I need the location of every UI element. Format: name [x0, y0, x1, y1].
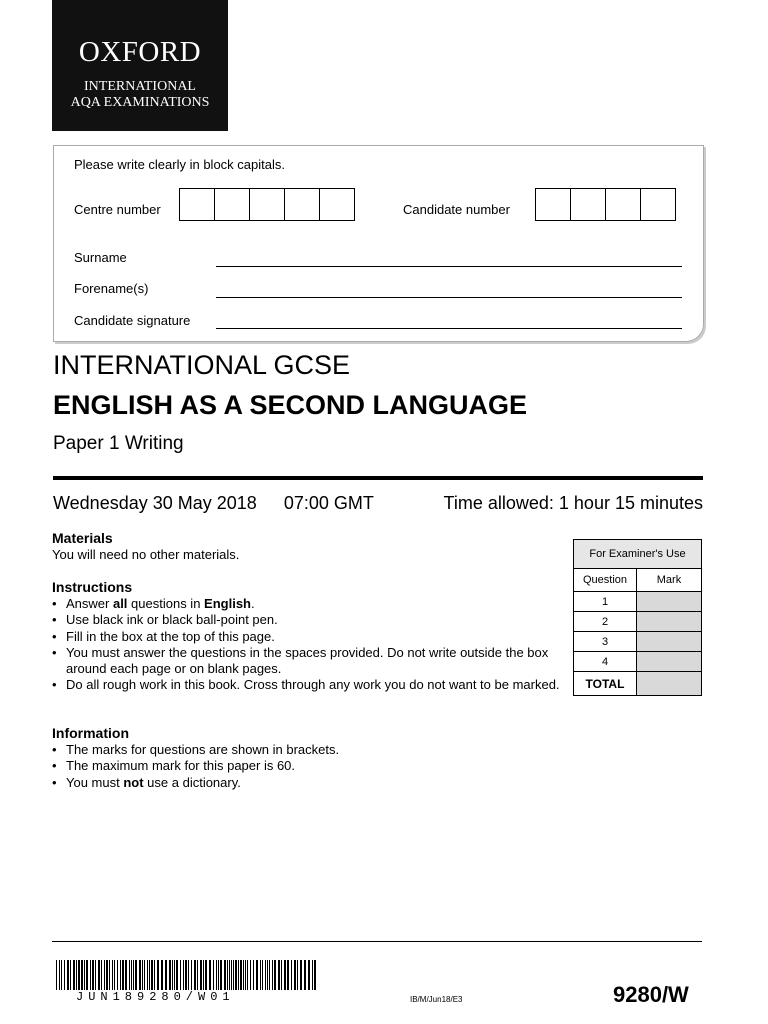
- barcode-bar: [308, 960, 310, 990]
- mark-cell: [637, 612, 702, 632]
- barcode-bar: [139, 960, 141, 990]
- barcode-bar: [144, 960, 145, 990]
- title-rule: [53, 476, 703, 480]
- exam-date-row: [53, 493, 703, 514]
- barcode-bar: [98, 960, 100, 990]
- mark-cell: [637, 652, 702, 672]
- paper-code: 9280/W: [613, 982, 689, 1007]
- instructions-section: [52, 579, 562, 694]
- reference-code: IB/M/Jun18/E3: [410, 995, 463, 1004]
- barcode-bar: [294, 960, 296, 990]
- barcode-bar: [200, 960, 202, 990]
- instruction-item: • Fill in the box at the top of this page.: [52, 629, 562, 645]
- forename-label: Forename(s): [74, 281, 149, 296]
- question-number: 4: [574, 652, 637, 672]
- instruction-item: • Answer all questions in English.: [52, 596, 562, 612]
- candidate-number-digit-box[interactable]: [570, 188, 606, 221]
- barcode-bar: [191, 960, 192, 990]
- candidate-details-box: [53, 145, 704, 342]
- barcode-bar: [262, 960, 263, 990]
- barcode-bar: [180, 960, 181, 990]
- centre-number-digit-box[interactable]: [214, 188, 250, 221]
- signature-label: Candidate signature: [74, 313, 191, 328]
- barcode-bar: [92, 960, 94, 990]
- signature-field[interactable]: [216, 328, 682, 329]
- barcode-bar: [172, 960, 173, 990]
- barcode-bar: [90, 960, 91, 990]
- instruction-item: • You must answer the questions in the spaces provided. Do not write outside the box around each page or on blank pages.: [52, 645, 562, 678]
- barcode-bar: [120, 960, 121, 990]
- barcode-bar: [84, 960, 85, 990]
- barcode-bar: [86, 960, 88, 990]
- information-section: [52, 725, 562, 791]
- exam-time: 07:00 GMT: [283, 493, 374, 513]
- barcode-bar: [218, 960, 219, 990]
- instruction-item: • Use black ink or black ball-point pen.: [52, 612, 562, 628]
- barcode-bar: [104, 960, 105, 990]
- barcode-bar: [216, 960, 217, 990]
- barcode-bar: [229, 960, 230, 990]
- barcode-bar: [297, 960, 298, 990]
- barcode-bar: [67, 960, 69, 990]
- question-number: 1: [574, 592, 637, 612]
- candidate-number-digit-box[interactable]: [535, 188, 571, 221]
- barcode-bar: [81, 960, 83, 990]
- barcode-bar: [61, 960, 62, 990]
- barcode-bar: [117, 960, 118, 990]
- examiner-table-title: For Examiner's Use: [574, 540, 702, 569]
- barcode-bar: [250, 960, 251, 990]
- examiner-table-row: [574, 612, 702, 632]
- surname-field[interactable]: [216, 266, 682, 267]
- logo-subtitle-1: INTERNATIONAL: [84, 79, 196, 94]
- barcode: [56, 960, 318, 990]
- materials-text: You will need no other materials.: [52, 547, 240, 562]
- barcode-bar: [256, 960, 258, 990]
- question-number: 2: [574, 612, 637, 632]
- barcode-bar: [59, 960, 60, 990]
- barcode-bar: [205, 960, 207, 990]
- barcode-bar: [122, 960, 124, 990]
- barcode-bar: [161, 960, 163, 990]
- barcode-bar: [135, 960, 137, 990]
- barcode-bar: [220, 960, 222, 990]
- time-allowed: Time allowed: 1 hour 15 minutes: [443, 493, 703, 513]
- barcode-bar: [243, 960, 244, 990]
- examiner-use-table: [573, 539, 702, 696]
- centre-number-digit-box[interactable]: [284, 188, 320, 221]
- barcode-bar: [101, 960, 102, 990]
- exam-date: Wednesday 30 May 2018: [53, 493, 257, 513]
- question-column-header: Question: [574, 569, 637, 592]
- block-capitals-instruction: Please write clearly in block capitals.: [74, 157, 285, 172]
- barcode-bar: [106, 960, 108, 990]
- barcode-bar: [272, 960, 273, 990]
- barcode-bar: [314, 960, 316, 990]
- information-list: [52, 742, 562, 791]
- barcode-bar: [227, 960, 228, 990]
- barcode-bar: [267, 960, 268, 990]
- candidate-number-digit-box[interactable]: [605, 188, 641, 221]
- barcode-bar: [176, 960, 178, 990]
- centre-number-digit-box[interactable]: [179, 188, 215, 221]
- barcode-text: JUN189280/W01: [76, 990, 235, 1004]
- instructions-list: [52, 596, 562, 694]
- examiner-table-row: [574, 652, 702, 672]
- barcode-bar: [133, 960, 134, 990]
- mark-column-header: Mark: [637, 569, 702, 592]
- barcode-bar: [169, 960, 171, 990]
- candidate-number-label: Candidate number: [403, 202, 510, 217]
- total-label: TOTAL: [574, 672, 637, 696]
- barcode-bar: [76, 960, 77, 990]
- mark-cell: [637, 632, 702, 652]
- barcode-bar: [183, 960, 184, 990]
- barcode-bar: [224, 960, 226, 990]
- barcode-bar: [142, 960, 143, 990]
- barcode-bar: [304, 960, 306, 990]
- examiner-table-row: [574, 632, 702, 652]
- barcode-bar: [284, 960, 286, 990]
- barcode-bar: [278, 960, 280, 990]
- barcode-bar: [233, 960, 234, 990]
- paper-title: Paper 1 Writing: [53, 433, 184, 454]
- barcode-bar: [291, 960, 292, 990]
- total-mark-cell: [637, 672, 702, 696]
- barcode-bar: [64, 960, 65, 990]
- barcode-bar: [154, 960, 155, 990]
- barcode-bar: [174, 960, 175, 990]
- barcode-bar: [312, 960, 313, 990]
- candidate-number-field[interactable]: [536, 188, 676, 221]
- instructions-heading: Instructions: [52, 579, 133, 595]
- materials-section: [52, 530, 562, 563]
- centre-number-digit-box[interactable]: [249, 188, 285, 221]
- forename-field[interactable]: [216, 297, 682, 298]
- information-item: • The maximum mark for this paper is 60.: [52, 758, 562, 774]
- examiner-table-row: [574, 592, 702, 612]
- centre-number-label: Centre number: [74, 202, 161, 217]
- mark-cell: [637, 592, 702, 612]
- candidate-number-digit-box[interactable]: [640, 188, 676, 221]
- logo-subtitle-2: AQA EXAMINATIONS: [70, 95, 210, 110]
- barcode-bar: [129, 960, 130, 990]
- barcode-bar: [245, 960, 246, 990]
- barcode-bar: [209, 960, 211, 990]
- centre-number-digit-box[interactable]: [319, 188, 355, 221]
- barcode-bar: [247, 960, 248, 990]
- barcode-bar: [78, 960, 80, 990]
- barcode-bar: [240, 960, 242, 990]
- qualification-title: INTERNATIONAL GCSE: [53, 350, 351, 380]
- oxford-aqa-logo: [52, 0, 228, 131]
- barcode-bar: [260, 960, 261, 990]
- barcode-bar: [238, 960, 239, 990]
- subject-title: ENGLISH AS A SECOND LANGUAGE: [53, 390, 528, 420]
- barcode-bar: [287, 960, 289, 990]
- barcode-bar: [149, 960, 150, 990]
- barcode-bar: [281, 960, 282, 990]
- barcode-bar: [114, 960, 115, 990]
- barcode-bar: [274, 960, 276, 990]
- barcode-bar: [269, 960, 270, 990]
- question-number: 3: [574, 632, 637, 652]
- barcode-bar: [265, 960, 266, 990]
- information-item: • The marks for questions are shown in brackets.: [52, 742, 562, 758]
- materials-heading: Materials: [52, 530, 113, 546]
- barcode-bar: [147, 960, 148, 990]
- centre-number-field[interactable]: [180, 188, 355, 221]
- surname-label: Surname: [74, 250, 127, 265]
- barcode-bar: [203, 960, 204, 990]
- barcode-bar: [231, 960, 232, 990]
- instruction-item: • Do all rough work in this book. Cross through any work you do not want to be marked.: [52, 677, 562, 693]
- barcode-bar: [109, 960, 110, 990]
- barcode-bar: [112, 960, 113, 990]
- barcode-bar: [185, 960, 187, 990]
- barcode-bar: [70, 960, 71, 990]
- barcode-bar: [151, 960, 153, 990]
- barcode-bar: [197, 960, 198, 990]
- barcode-bar: [125, 960, 127, 990]
- barcode-bar: [131, 960, 132, 990]
- barcode-bar: [56, 960, 57, 990]
- barcode-bar: [213, 960, 214, 990]
- barcode-bar: [235, 960, 237, 990]
- barcode-bar: [194, 960, 196, 990]
- barcode-bar: [253, 960, 254, 990]
- barcode-bar: [157, 960, 159, 990]
- barcode-bar: [300, 960, 302, 990]
- barcode-bar: [73, 960, 75, 990]
- logo-title: OXFORD: [78, 36, 202, 68]
- barcode-bar: [95, 960, 96, 990]
- footer-rule: [52, 941, 702, 942]
- information-heading: Information: [52, 725, 129, 741]
- information-item: • You must not use a dictionary.: [52, 775, 562, 791]
- barcode-bar: [165, 960, 167, 990]
- barcode-bar: [188, 960, 189, 990]
